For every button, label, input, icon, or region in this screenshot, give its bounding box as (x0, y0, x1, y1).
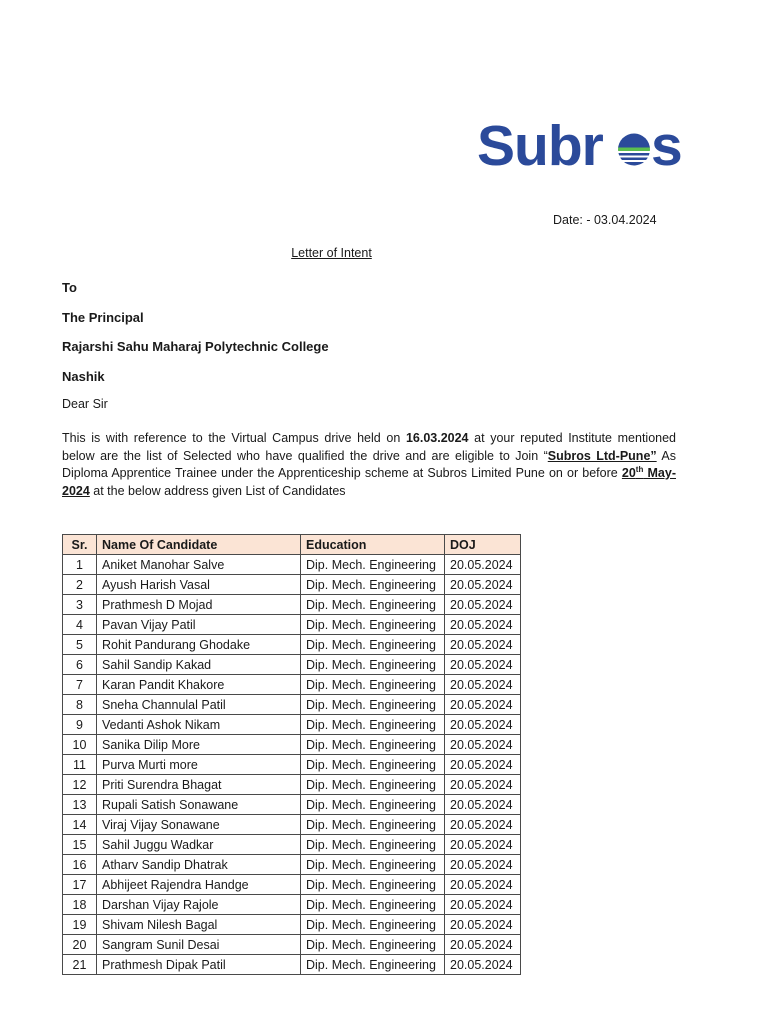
body-text-1: This is with reference to the Virtual Campus drive held on (62, 431, 406, 445)
table-row (63, 715, 521, 735)
cell-doj: 20.05.2024 (445, 555, 521, 575)
header-doj: DOJ (445, 535, 521, 555)
cell-doj: 20.05.2024 (445, 655, 521, 675)
cell-education: Dip. Mech. Engineering (301, 755, 445, 775)
table-row (63, 695, 521, 715)
cell-sr: 9 (63, 715, 97, 735)
header-name: Name Of Candidate (97, 535, 301, 555)
cell-doj: 20.05.2024 (445, 935, 521, 955)
cell-education: Dip. Mech. Engineering (301, 935, 445, 955)
cell-doj: 20.05.2024 (445, 615, 521, 635)
table-row (63, 855, 521, 875)
cell-education: Dip. Mech. Engineering (301, 915, 445, 935)
table-row (63, 575, 521, 595)
cell-sr: 12 (63, 775, 97, 795)
table-row (63, 935, 521, 955)
cell-sr: 19 (63, 915, 97, 935)
cell-name: Karan Pandit Khakore (97, 675, 301, 695)
table-row (63, 615, 521, 635)
cell-sr: 4 (63, 615, 97, 635)
cell-doj: 20.05.2024 (445, 815, 521, 835)
cell-doj: 20.05.2024 (445, 895, 521, 915)
cell-name: Shivam Nilesh Bagal (97, 915, 301, 935)
cell-name: Darshan Vijay Rajole (97, 895, 301, 915)
logo-globe-icon (618, 133, 650, 166)
table-row (63, 815, 521, 835)
body-paragraph (62, 430, 676, 500)
recipient-to: To (62, 280, 77, 295)
cell-doj: 20.05.2024 (445, 835, 521, 855)
logo-text-s: s (651, 114, 683, 178)
cell-sr: 1 (63, 555, 97, 575)
cell-doj: 20.05.2024 (445, 775, 521, 795)
table-row (63, 955, 521, 975)
table-row (63, 675, 521, 695)
cell-sr: 20 (63, 935, 97, 955)
cell-doj: 20.05.2024 (445, 635, 521, 655)
table-body (63, 555, 521, 975)
cell-education: Dip. Mech. Engineering (301, 895, 445, 915)
cell-education: Dip. Mech. Engineering (301, 835, 445, 855)
cell-education: Dip. Mech. Engineering (301, 735, 445, 755)
cell-name: Sahil Sandip Kakad (97, 655, 301, 675)
table-row (63, 635, 521, 655)
letter-date: Date: - 03.04.2024 (553, 213, 657, 227)
subros-logo-graphic (477, 114, 683, 178)
cell-sr: 6 (63, 655, 97, 675)
table-row (63, 555, 521, 575)
cell-doj: 20.05.2024 (445, 715, 521, 735)
cell-sr: 21 (63, 955, 97, 975)
cell-name: Pavan Vijay Patil (97, 615, 301, 635)
cell-name: Sahil Juggu Wadkar (97, 835, 301, 855)
table-row (63, 895, 521, 915)
cell-education: Dip. Mech. Engineering (301, 575, 445, 595)
table-row (63, 875, 521, 895)
cell-sr: 14 (63, 815, 97, 835)
cell-education: Dip. Mech. Engineering (301, 855, 445, 875)
cell-sr: 15 (63, 835, 97, 855)
table-row (63, 655, 521, 675)
cell-name: Sangram Sunil Desai (97, 935, 301, 955)
recipient-college: Rajarshi Sahu Maharaj Polytechnic College (62, 339, 329, 354)
logo-text-sub: Subr (477, 114, 603, 178)
drive-date: 16.03.2024 (405, 431, 469, 445)
recipient-city: Nashik (62, 369, 105, 384)
subros-logo (477, 114, 683, 178)
cell-doj: 20.05.2024 (445, 915, 521, 935)
cell-sr: 5 (63, 635, 97, 655)
cell-doj: 20.05.2024 (445, 575, 521, 595)
letter-subject: Letter of Intent (291, 246, 372, 260)
cell-name: Purva Murti more (97, 755, 301, 775)
cell-sr: 13 (63, 795, 97, 815)
cell-doj: 20.05.2024 (445, 595, 521, 615)
cell-education: Dip. Mech. Engineering (301, 955, 445, 975)
cell-sr: 11 (63, 755, 97, 775)
cell-education: Dip. Mech. Engineering (301, 875, 445, 895)
cell-education: Dip. Mech. Engineering (301, 595, 445, 615)
deadline-day: 20 (621, 466, 636, 480)
cell-education: Dip. Mech. Engineering (301, 655, 445, 675)
header-sr: Sr. (63, 535, 97, 555)
cell-doj: 20.05.2024 (445, 675, 521, 695)
recipient-title: The Principal (62, 310, 144, 325)
cell-name: Aniket Manohar Salve (97, 555, 301, 575)
cell-doj: 20.05.2024 (445, 955, 521, 975)
cell-education: Dip. Mech. Engineering (301, 615, 445, 635)
cell-education: Dip. Mech. Engineering (301, 635, 445, 655)
cell-name: Viraj Vijay Sonawane (97, 815, 301, 835)
cell-name: Vedanti Ashok Nikam (97, 715, 301, 735)
cell-name: Rupali Satish Sonawane (97, 795, 301, 815)
company-name: Subros Ltd-Pune” (547, 448, 657, 463)
salutation: Dear Sir (62, 397, 108, 411)
header-education: Education (301, 535, 445, 555)
cell-education: Dip. Mech. Engineering (301, 775, 445, 795)
cell-education: Dip. Mech. Engineering (301, 695, 445, 715)
table-row (63, 755, 521, 775)
cell-name: Ayush Harish Vasal (97, 575, 301, 595)
cell-doj: 20.05.2024 (445, 855, 521, 875)
cell-name: Atharv Sandip Dhatrak (97, 855, 301, 875)
candidates-table (62, 534, 521, 975)
cell-doj: 20.05.2024 (445, 875, 521, 895)
cell-doj: 20.05.2024 (445, 755, 521, 775)
cell-sr: 18 (63, 895, 97, 915)
cell-education: Dip. Mech. Engineering (301, 555, 445, 575)
cell-doj: 20.05.2024 (445, 735, 521, 755)
cell-sr: 3 (63, 595, 97, 615)
table-row (63, 835, 521, 855)
cell-name: Prathmesh Dipak Patil (97, 955, 301, 975)
body-text-4: at the below address given List of Candidates (89, 483, 346, 498)
cell-sr: 17 (63, 875, 97, 895)
table-row (63, 775, 521, 795)
table-header-row (63, 535, 521, 555)
table-row (63, 735, 521, 755)
cell-education: Dip. Mech. Engineering (301, 675, 445, 695)
cell-sr: 7 (63, 675, 97, 695)
cell-name: Sanika Dilip More (97, 735, 301, 755)
cell-sr: 8 (63, 695, 97, 715)
deadline-suffix: th (635, 464, 644, 474)
cell-name: Rohit Pandurang Ghodake (97, 635, 301, 655)
cell-sr: 10 (63, 735, 97, 755)
body-text-2: at your reputed Institute mentioned below are the list of Selected who have qualified the drive and are eligible to Join “ (62, 431, 676, 463)
cell-sr: 16 (63, 855, 97, 875)
cell-education: Dip. Mech. Engineering (301, 815, 445, 835)
cell-doj: 20.05.2024 (445, 795, 521, 815)
table-row (63, 595, 521, 615)
table-row (63, 915, 521, 935)
cell-name: Priti Surendra Bhagat (97, 775, 301, 795)
cell-name: Prathmesh D Mojad (97, 595, 301, 615)
body-text-3: As Diploma Apprentice Trainee under the Apprenticeship scheme at Subros Limited Pune on or before (62, 448, 676, 480)
cell-sr: 2 (63, 575, 97, 595)
cell-name: Sneha Channulal Patil (97, 695, 301, 715)
table-row (63, 795, 521, 815)
cell-name: Abhijeet Rajendra Handge (97, 875, 301, 895)
cell-education: Dip. Mech. Engineering (301, 715, 445, 735)
deadline-rest: May-2024 (62, 466, 676, 498)
cell-doj: 20.05.2024 (445, 695, 521, 715)
cell-education: Dip. Mech. Engineering (301, 795, 445, 815)
